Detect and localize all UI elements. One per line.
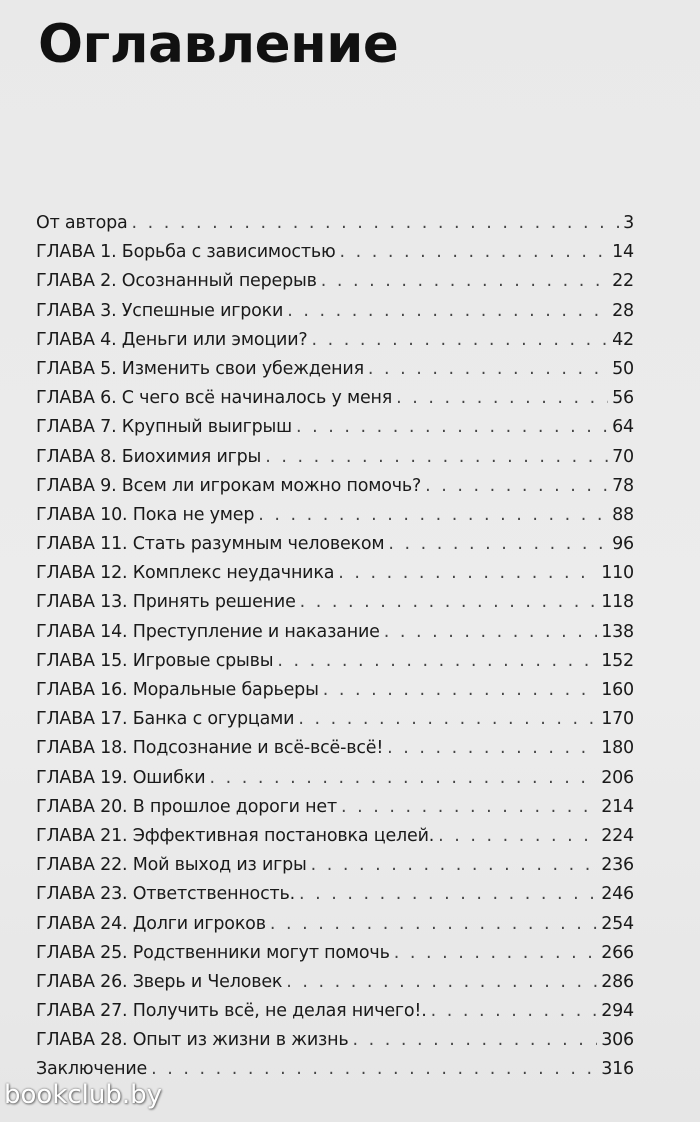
toc-entry-label: ГЛАВА 18. Подсознание и всё-всё-всё! (36, 738, 384, 759)
toc-entry-page-number: 294 (601, 1001, 634, 1022)
toc-entry (36, 943, 634, 972)
toc-entry-page-number: 246 (601, 884, 634, 905)
toc-entry (36, 972, 634, 1001)
toc-leader-dots (338, 563, 597, 583)
toc-entry-label: ГЛАВА 23. Ответственность. (36, 884, 295, 905)
toc-entry (36, 680, 634, 709)
toc-entry-page-number: 306 (601, 1030, 634, 1051)
toc-entry-label: ГЛАВА 20. В прошлое дороги нет (36, 796, 337, 817)
toc-entry (36, 709, 634, 738)
toc-entry-label: ГЛАВА 15. Игровые срывы (36, 650, 274, 671)
toc-leader-dots (352, 1030, 597, 1050)
toc-leader-dots (270, 914, 597, 934)
toc-entry (36, 738, 634, 767)
toc-entry (36, 271, 634, 300)
toc-leader-dots (431, 1001, 598, 1021)
toc-entry (36, 301, 634, 330)
toc-entry-page-number: 28 (612, 300, 634, 321)
toc-leader-dots (287, 301, 608, 321)
toc-entry (36, 505, 634, 534)
toc-entry-page-number: 170 (601, 709, 634, 730)
toc-entry-label: ГЛАВА 24. Долги игроков (36, 913, 266, 934)
toc-entry-page-number: 70 (612, 446, 634, 467)
toc-entry (36, 388, 634, 417)
toc-entry-label: ГЛАВА 11. Стать разумным человеком (36, 534, 385, 555)
toc-leader-dots (339, 242, 608, 262)
toc-entry-label: Заключение (36, 1059, 148, 1080)
toc-entry-label: ГЛАВА 22. Мой выход из игры (36, 855, 307, 876)
toc-leader-dots (311, 855, 598, 875)
toc-leader-dots (341, 797, 597, 817)
toc-entry-label: От автора (36, 213, 128, 233)
toc-entry (36, 651, 634, 680)
toc-entry-page-number: 64 (612, 417, 634, 438)
toc-entry-label: ГЛАВА 9. Всем ли игрокам можно помочь? (36, 475, 422, 496)
toc-leader-dots (394, 943, 598, 963)
toc-entry (36, 622, 634, 651)
toc-leader-dots (323, 680, 597, 700)
toc-leader-dots (299, 884, 597, 904)
toc-entry-page-number: 138 (601, 621, 634, 642)
toc-entry-page-number: 180 (601, 738, 634, 759)
table-of-contents (36, 213, 634, 1089)
toc-entry-page-number: 3 (623, 213, 634, 233)
toc-leader-dots (321, 271, 608, 291)
toc-entry (36, 330, 634, 359)
toc-entry-label: ГЛАВА 1. Борьба с зависимостью (36, 242, 336, 263)
toc-leader-dots (258, 505, 608, 525)
toc-entry-page-number: 266 (601, 942, 634, 963)
toc-entry-label: ГЛАВА 13. Принять решение (36, 592, 296, 613)
toc-entry-label: ГЛАВА 3. Успешные игроки (36, 300, 284, 321)
toc-entry-label: ГЛАВА 27. Получить всё, не делая ничего!. (36, 1001, 427, 1022)
toc-entry-page-number: 206 (601, 767, 634, 788)
toc-entry (36, 884, 634, 913)
toc-entry (36, 417, 634, 446)
toc-entry-page-number: 50 (612, 358, 634, 379)
toc-leader-dots (277, 651, 597, 671)
toc-entry (36, 592, 634, 621)
toc-entry-page-number: 152 (601, 650, 634, 671)
toc-entry-label: ГЛАВА 12. Комплекс неудачника (36, 563, 335, 584)
toc-entry (36, 476, 634, 505)
toc-leader-dots (425, 476, 608, 496)
toc-leader-dots (368, 359, 608, 379)
toc-entry-page-number: 96 (612, 534, 634, 555)
toc-entry-label: ГЛАВА 25. Родственники могут помочь (36, 942, 390, 963)
toc-entry-page-number: 160 (601, 680, 634, 700)
toc-entry-label: ГЛАВА 17. Банка с огурцами (36, 709, 295, 730)
toc-entry-label: ГЛАВА 21. Эффективная постановка целей. (36, 825, 435, 846)
toc-leader-dots (396, 388, 608, 408)
toc-entry-label: ГЛАВА 8. Биохимия игры (36, 446, 262, 467)
watermark: bookclub.by (4, 1080, 163, 1110)
toc-leader-dots (286, 972, 597, 992)
toc-entry-page-number: 110 (601, 563, 634, 584)
toc-leader-dots (132, 213, 620, 233)
toc-entry-page-number: 254 (601, 913, 634, 934)
toc-entry (36, 826, 634, 855)
toc-leader-dots (311, 330, 608, 350)
toc-entry-label: ГЛАВА 2. Осознанный перерыв (36, 271, 317, 292)
toc-entry-label: ГЛАВА 4. Деньги или эмоции? (36, 329, 308, 350)
toc-entry-label: ГЛАВА 14. Преступление и наказание (36, 621, 380, 642)
page-title: Оглавление (38, 14, 399, 75)
toc-leader-dots (296, 417, 608, 437)
toc-entry-page-number: 88 (612, 504, 634, 525)
toc-entry-label: ГЛАВА 10. Пока не умер (36, 504, 255, 525)
toc-leader-dots (300, 592, 598, 612)
toc-entry (36, 242, 634, 271)
toc-leader-dots (151, 1059, 597, 1079)
toc-entry (36, 1030, 634, 1059)
toc-entry-page-number: 118 (601, 592, 634, 613)
toc-entry-label: ГЛАВА 16. Моральные барьеры (36, 680, 319, 700)
toc-entry (36, 768, 634, 797)
toc-entry (36, 359, 634, 388)
toc-entry-page-number: 236 (601, 855, 634, 876)
toc-entry (36, 1001, 634, 1030)
toc-entry-page-number: 286 (601, 971, 634, 992)
toc-entry (36, 447, 634, 476)
toc-leader-dots (265, 447, 608, 467)
toc-entry (36, 797, 634, 826)
toc-entry-page-number: 22 (612, 271, 634, 292)
toc-leader-dots (209, 768, 597, 788)
toc-leader-dots (298, 709, 597, 729)
toc-entry (36, 563, 634, 592)
toc-leader-dots (388, 534, 608, 554)
toc-entry-page-number: 214 (601, 796, 634, 817)
toc-entry-label: ГЛАВА 28. Опыт из жизни в жизнь (36, 1030, 349, 1051)
toc-entry-label: ГЛАВА 6. С чего всё начиналось у меня (36, 388, 393, 409)
toc-entry-page-number: 56 (612, 388, 634, 409)
toc-entry-label: ГЛАВА 5. Изменить свои убеждения (36, 358, 364, 379)
toc-entry-page-number: 14 (612, 242, 634, 263)
toc-leader-dots (387, 738, 597, 758)
toc-entry-page-number: 78 (612, 475, 634, 496)
toc-entry (36, 213, 634, 242)
toc-entry-page-number: 42 (612, 329, 634, 350)
toc-leader-dots (438, 826, 597, 846)
toc-entry-label: ГЛАВА 26. Зверь и Человек (36, 971, 283, 992)
toc-entry (36, 534, 634, 563)
toc-entry (36, 855, 634, 884)
toc-entry (36, 914, 634, 943)
toc-entry-label: ГЛАВА 19. Ошибки (36, 767, 206, 788)
toc-entry-page-number: 316 (601, 1059, 634, 1080)
toc-entry-page-number: 224 (601, 825, 634, 846)
toc-entry-label: ГЛАВА 7. Крупный выигрыш (36, 417, 292, 438)
toc-leader-dots (384, 622, 598, 642)
